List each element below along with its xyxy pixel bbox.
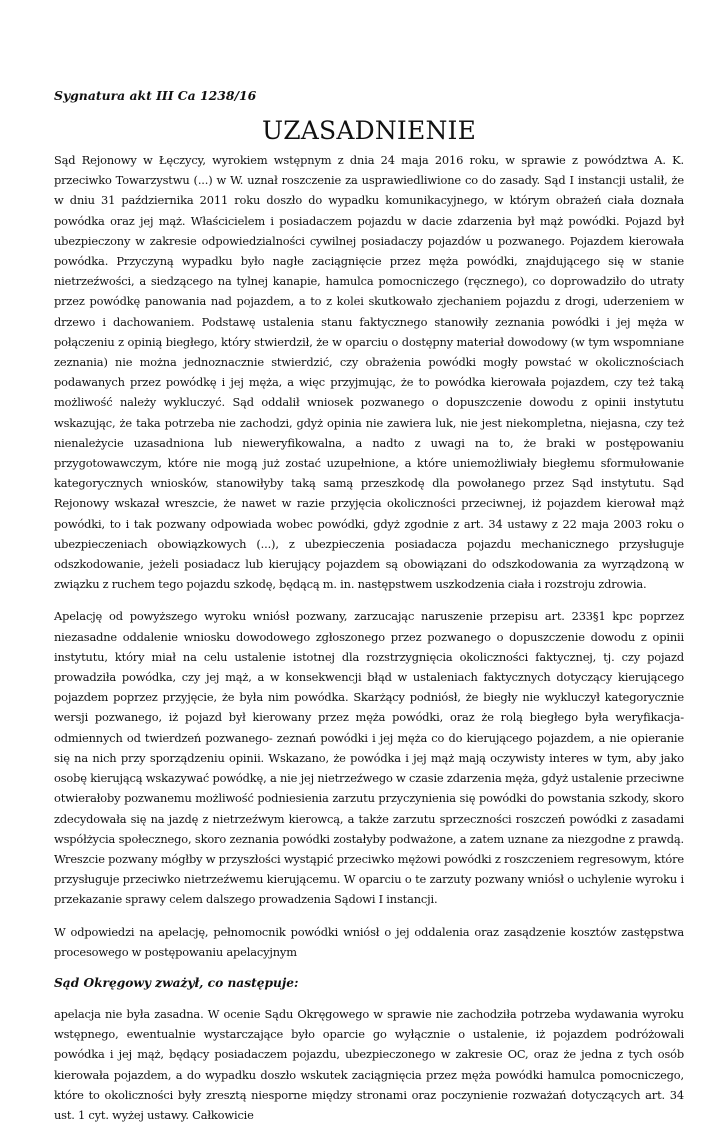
paragraph-district-court-ruling: Sąd Rejonowy w Łęczycy, wyrokiem wstępnym z dnia 24 maja 2016 roku, w sprawie z powództwa A. K. przeciwko Towarzystwu (...) w W. uznał roszczenie za usprawiedliwione co do zasady. Sąd I instancji ustalił, że w dniu 31 października 2011 roku doszło do wypadku komunikacyjnego, w którym obrażeń ciała doznała powódka oraz jej mąż. Właścicielem i posiadaczem pojazdu w dacie zdarzenia był mąż powódki. Pojazd był ubezpieczony w zakresie odpowiedzialności cywilnej posiadaczy pojazdów u pozwanego. Pojazdem kierowała powódka. Przyczyną wypadku było nagłe zaciągnięcie przez męża powódki, znajdującego się w stanie nietrzeźwości, a siedzącego na tylnej kanapie, hamulca pomocniczego (ręcznego), co doprowadziło do utraty przez powódkę panowania nad pojazdem, a to z kolei skutkowało zjechaniem pojazdu z drogi, uderzeniem w drzewo i dachowaniem. Podstawę ustalenia stanu faktycznego stanowiły zeznania powódki i jej męża w połączeniu z opinią biegłego, który stwierdził, że w oparciu o dostępny materiał dowodowy (w tym wspomniane zeznania) nie można jednoznacznie stwierdzić, czy obrażenia powódki mogły powstać w okolicznościach podawanych przez powódkę i jej męża, a więc przyjmując, że to powódka kierowała pojazdem, czy też taką możliwość należy wykluczyć. Sąd oddalił wniosek pozwanego o dopuszczenie dowodu z opinii instytutu wskazując, że taka potrzeba nie zachodzi, gdyż opinia nie zawiera luk, nie jest niekompletna, niejasna, czy też nienależycie uzasadniona lub nieweryfikowalna, a nadto z uwagi na to, że braki w postępowaniu przygotowawczym, które nie mogą już zostać uzupełnione, a które uniemożliwiały biegłemu sformułowanie kategorycznych wniosków, stanowiłyby taką samą przeszkodę dla powołanego przez Sąd instytutu. Sąd Rejonowy wskazał wreszcie, że nawet w razie przyjęcia okoliczności przeciwnej, iż pojazdem kierował mąż powódki, to i tak pozwany odpowiada wobec powódki, gdyż zgodnie z art. 34 ustawy z 22 maja 2003 roku o ubezpieczeniach obowiązkowych (...), z ubezpieczenia posiadacza pojazdu mechanicznego przysługuje odszkodowanie, jeżeli posiadacz lub kierujący pojazdem są obowiązani do odszkodowania za wyrządzoną w związku z ruchem tego pojazdu szkodę, będącą m. in. następstwem uszkodzenia ciała i rozstroju zdrowia. [54,153,684,592]
document-title: UZASADNIENIE [261,116,477,145]
case-signature: Sygnatura akt III Ca 1238/16 [54,88,257,103]
document-page [54,88,684,1137]
paragraph-appeal-response: W odpowiedzi na apelację, pełnomocnik powódki wniósł o jej oddalenia oraz zasądzenie kosztów zastępstwa procesowego w postępowaniu apelacyjnym [54,924,684,959]
paragraph-appeal: Apelację od powyższego wyroku wniósł pozwany, zarzucając naruszenie przepisu art. 233§1 kpc poprzez niezasadne oddalenie wniosku dowodowego zgłoszonego przez pozwanego o dopuszczenie dowodu z opinii instytutu, który miał na celu ustalenie istotnej dla rozstrzygnięcia okoliczności faktycznej, tj. czy pojazd prowadziła powódka, czy jej mąż, a w konsekwencji błąd w ustaleniach faktycznych dotyczący kierującego pojazdem poprzez przyjęcie, że była nim powódka. Skarżący podniósł, że biegły nie wykluczył kategorycznie wersji pozwanego, iż pojazd był kierowany przez męża powódki, oraz że rolą biegłego była weryfikacja- odmiennych od twierdzeń pozwanego- zeznań powódki i jej męża co do kierującego pojazdem, a nie opieranie się na nich przy sporządzeniu opinii. Wskazano, że powódka i jej mąż mają oczywisty interes w tym, aby jako osobę kierującą wskazywać powódkę, a nie jej nietrzeźwego w czasie zdarzenia męża, gdyż ustalenie przeciwne otwierałoby pozwanemu możliwość podniesienia zarzutu przyczynienia się powódki do powstania szkody, skoro zdecydowała się na jazdę z nietrzeźwym kierowcą, a także zarzutu sprzeczności roszczeń powódki z zasadami współżycia społecznego, skoro zeznania powódki zostałyby podważone, a zatem uznane za niezgodne z prawdą. Wreszcie pozwany mógłby w przyszłości wystąpić przeciwko mężowi powódki z roszczeniem regresowym, które przysługuje przeciwko nietrzeźwemu kierującemu. W oparciu o te zarzuty pozwany wniósł o uchylenie wyroku i przekazanie sprawy celem dalszego prowadzenia Sądowi I instancji. [54,609,684,907]
section-heading: Sąd Okręgowy zważył, co następuje: [54,975,299,990]
paragraph-regional-court-reasoning: apelacja nie była zasadna. W ocenie Sądu Okręgowego w sprawie nie zachodziła potrzeba wydawania wyroku wstępnego, ewentualnie wystarczające było oparcie go wyłącznie o ustalenie, iż pojazdem podróżowali powódka i jej mąż, będący posiadaczem pojazdu, ubezpieczonego w zakresie OC, oraz że jedna z tych osób kierowała pojazdem, a do wypadku doszło wskutek zaciągnięcia przez męża powódki hamulca pomocniczego, które to okoliczności były zresztą niesporne między stronami oraz poczynienie rozważań dotyczących art. 34 ust. 1 cyt. wyżej ustawy. Całkowicie [54,1006,684,1122]
